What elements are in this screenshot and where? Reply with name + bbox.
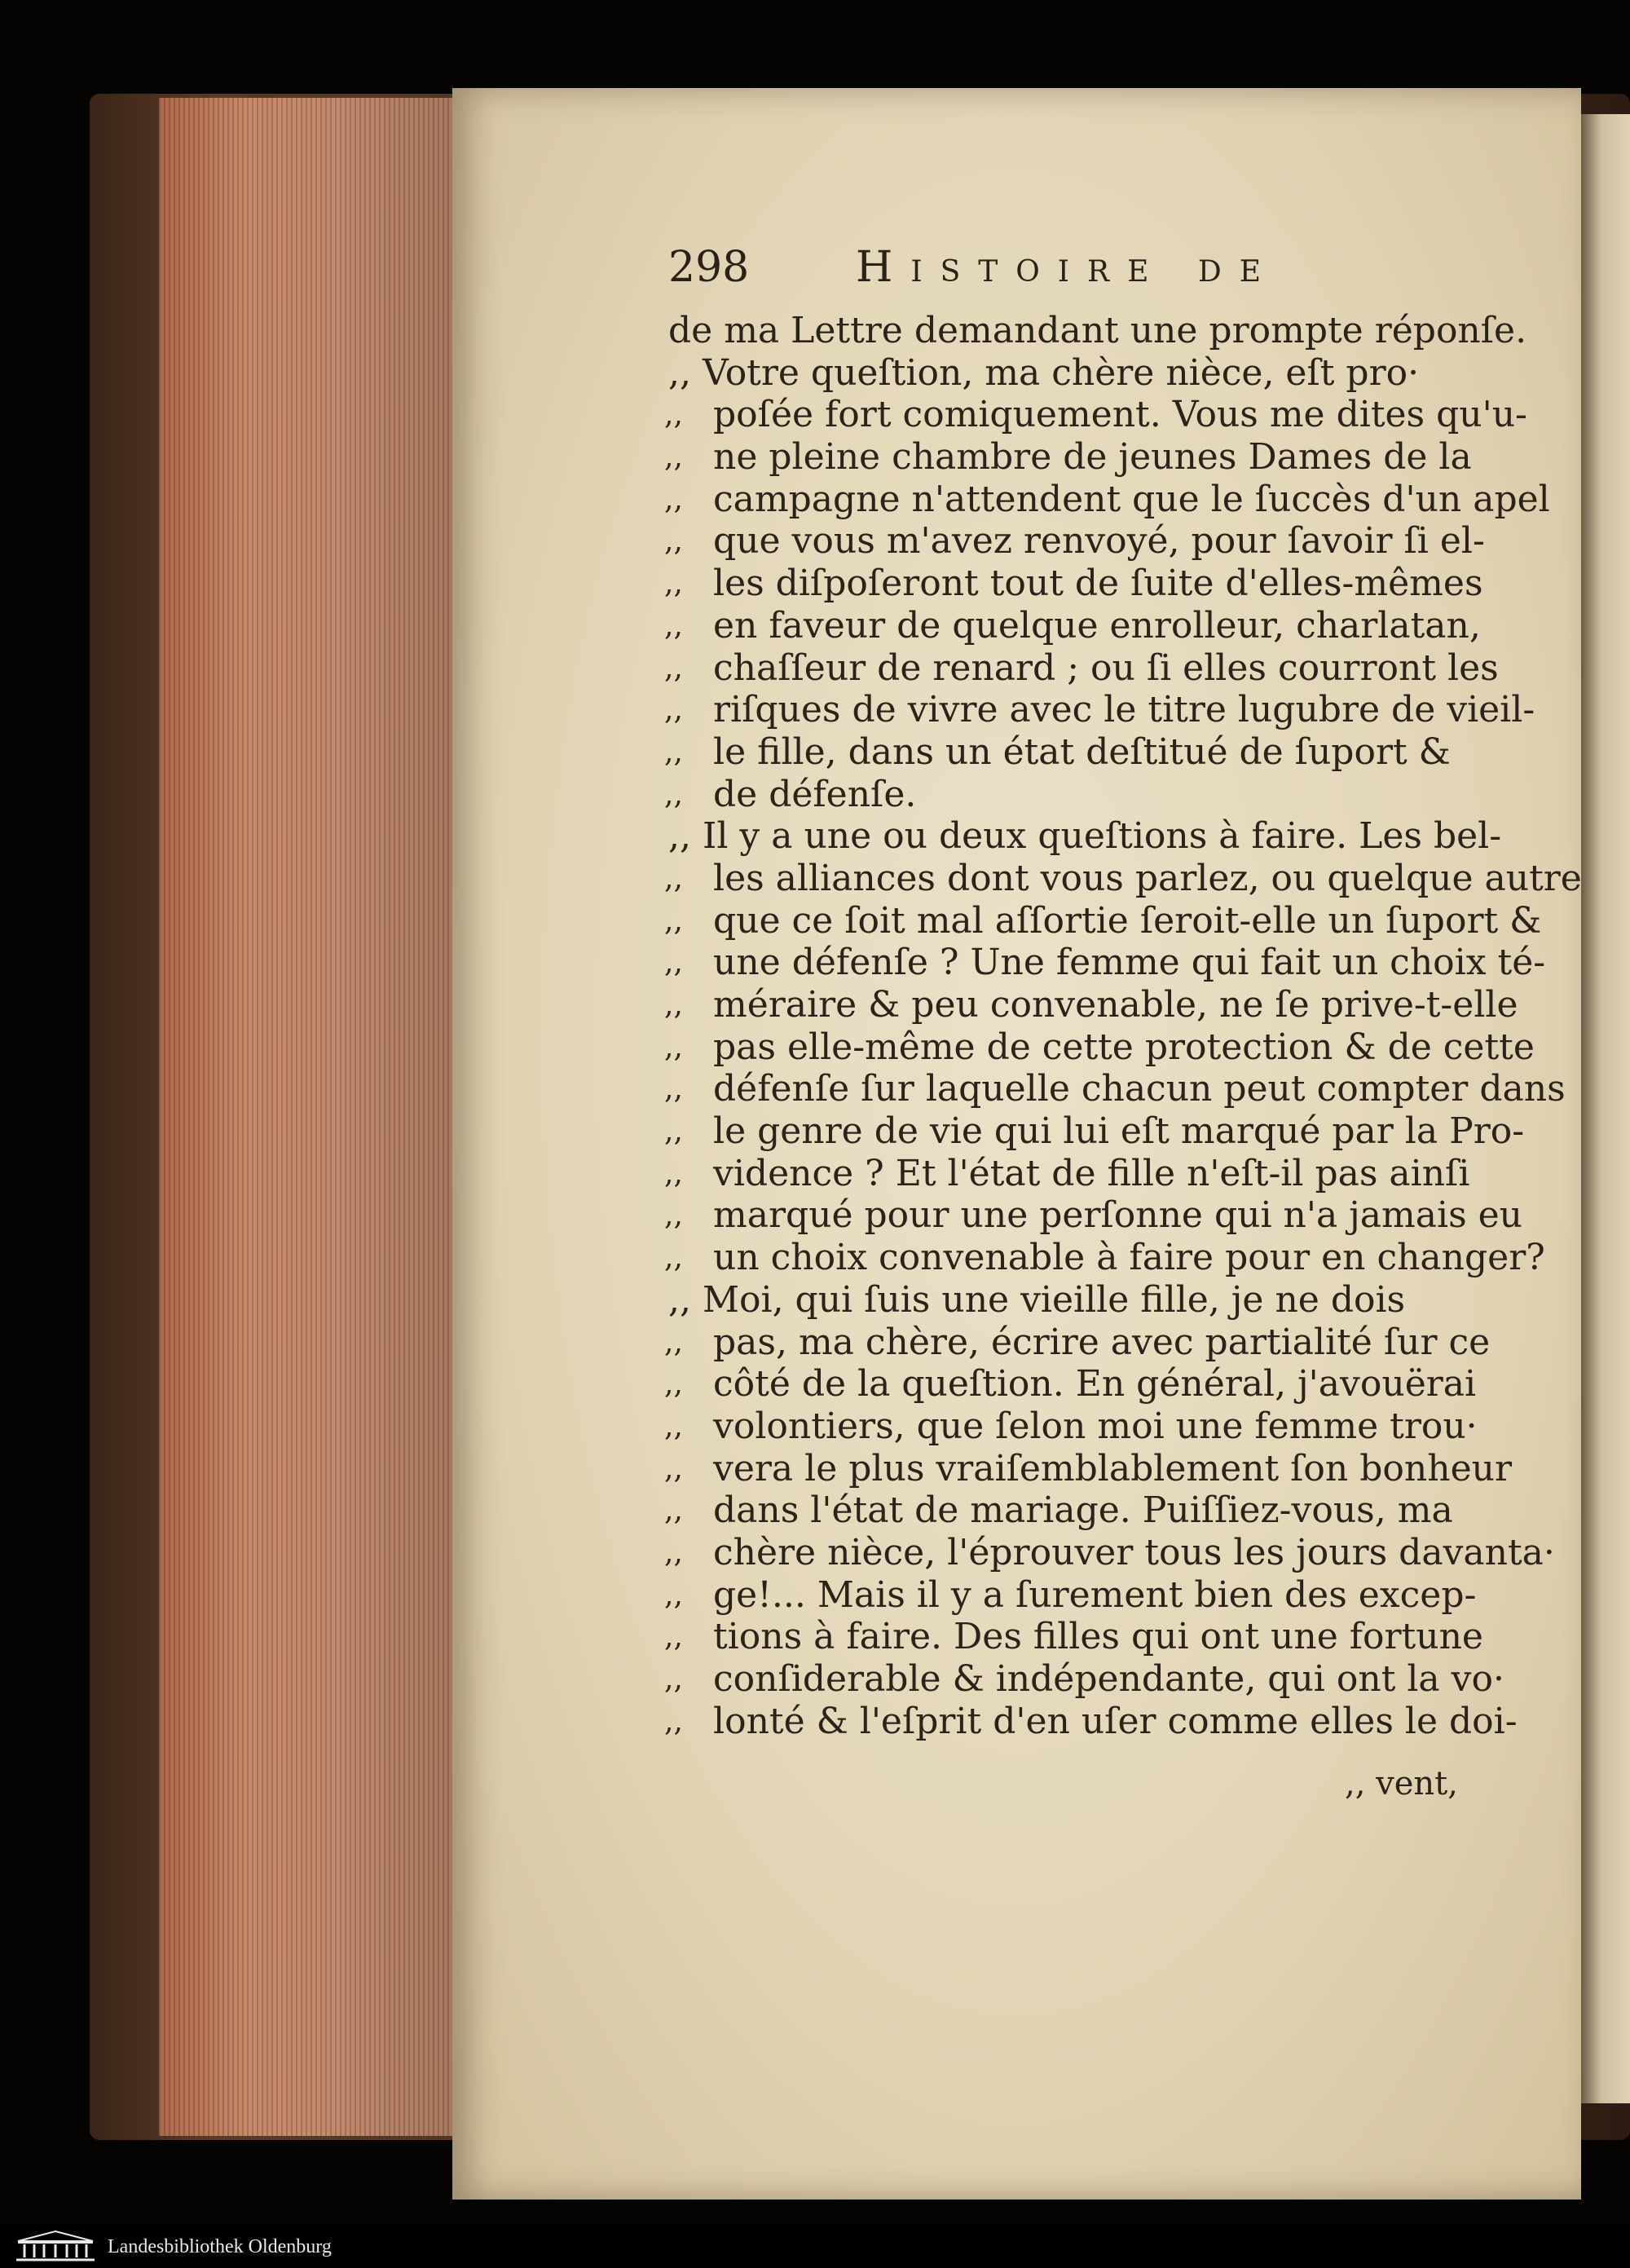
quote-mark: ,, — [664, 1325, 683, 1359]
line-text: de défenſe. — [713, 773, 917, 815]
quote-mark: ,, — [664, 988, 683, 1021]
text-block — [664, 310, 1582, 1742]
quote-mark: ,, — [664, 1451, 683, 1485]
line-text: conſiderable & indépendante, qui ont la vo· — [713, 1658, 1504, 1700]
text-line — [664, 436, 1500, 479]
quote-mark: ,, — [664, 1030, 683, 1064]
text-line — [664, 1405, 1500, 1448]
quote-mark: ,, — [664, 1577, 683, 1612]
text-line — [664, 942, 1546, 984]
text-line — [664, 1531, 1555, 1574]
text-line — [664, 1152, 1500, 1195]
library-building-icon — [15, 2230, 96, 2262]
quote-mark: ,, — [664, 1662, 683, 1696]
page-number: 298 — [668, 243, 750, 292]
running-head — [668, 243, 1500, 302]
line-text: le genre de vie qui lui eſt marqué par la Pro- — [713, 1110, 1525, 1153]
running-head-title: Histoire de — [856, 243, 1280, 292]
line-text: dans l'état de mariage. Puiſſiez-vous, ma — [713, 1489, 1453, 1532]
quote-mark: ,, — [664, 651, 683, 685]
line-text: lonté & l'eſprit d'en uſer comme elles le doi- — [713, 1700, 1518, 1742]
line-text: côté de la queſtion. En général, j'avouërai — [713, 1363, 1477, 1405]
line-text: tions à faire. Des filles qui ont une fortune — [713, 1616, 1483, 1658]
text-line — [664, 563, 1500, 605]
line-text: les diſpoſeront tout de ſuite d'elles-mêmes — [713, 563, 1483, 605]
quote-mark: ,, — [664, 567, 683, 601]
quote-mark: ,, — [664, 1241, 683, 1275]
line-text: volontiers, que ſelon moi une femme trou· — [713, 1405, 1478, 1447]
quote-mark: ,, — [664, 1156, 683, 1190]
line-text: ,, Votre queſtion, ma chère nièce, eſt pro· — [668, 351, 1420, 394]
text-line — [664, 394, 1527, 436]
text-line — [664, 1068, 1566, 1110]
line-text: les alliances dont vous parlez, ou quelque autre — [713, 857, 1582, 899]
quote-mark: ,, — [664, 777, 683, 811]
quote-mark: ,, — [664, 608, 683, 642]
text-line — [664, 1321, 1500, 1364]
line-text: marqué pour une perſonne qui n'a jamais eu — [713, 1194, 1523, 1237]
text-line — [664, 857, 1582, 900]
line-text: ,, Il y a une ou deux queſtions à faire. Les bel- — [668, 815, 1502, 858]
line-text: que ce ſoit mal aſſortie ſeroit-elle un ſuport & — [713, 899, 1542, 942]
quote-mark: ,, — [664, 861, 683, 895]
line-text: méraire & peu convenable, ne ſe prive-t-elle — [713, 984, 1518, 1026]
text-line — [664, 689, 1535, 731]
quote-mark: ,, — [664, 946, 683, 980]
text-line — [664, 1110, 1525, 1153]
line-text: vidence ? Et l'état de fille n'eſt-il pas ainſi — [713, 1152, 1470, 1194]
line-text: ne pleine chambre de jeunes Dames de la — [713, 436, 1472, 479]
line-text: pas, ma chère, écrire avec partialité ſur ce — [713, 1321, 1491, 1363]
quote-mark: ,, — [664, 1704, 683, 1738]
quote-mark: ,, — [664, 1620, 683, 1654]
line-text: campagne n'attendent que le ſuccès d'un apel — [713, 478, 1550, 520]
quote-mark: ,, — [664, 1072, 683, 1106]
line-text: le fille, dans un état deſtitué de ſuport & — [713, 730, 1451, 773]
line-text: riſques de vivre avec le titre lugubre de vieil- — [713, 689, 1535, 731]
line-text: défenſe ſur laquelle chacun peut compter dans — [713, 1068, 1566, 1110]
line-text: poſée fort comiquement. Vous me dites qu'u- — [713, 394, 1527, 436]
text-line — [668, 1279, 1500, 1322]
text-line — [664, 1616, 1500, 1658]
text-line — [664, 1573, 1500, 1617]
line-text: en faveur de quelque enrolleur, charlatan, — [713, 604, 1481, 646]
text-line — [664, 1700, 1518, 1743]
line-text: que vous m'avez renvoyé, pour ſavoir ſi el- — [713, 520, 1485, 563]
line-text: ,, Moi, qui ſuis une vieille fille, je ne dois — [668, 1278, 1406, 1321]
line-text: pas elle-même de cette protection & de cette — [713, 1026, 1535, 1068]
text-line — [664, 646, 1500, 690]
text-line — [664, 520, 1500, 563]
text-line — [664, 899, 1542, 942]
text-line — [664, 1447, 1512, 1490]
line-text: vera le plus vraiſemblablement ſon bonheur — [713, 1447, 1512, 1489]
line-text: un choix convenable à faire pour en changer? — [713, 1237, 1545, 1279]
catchword: ,, vent, — [1345, 1765, 1458, 1802]
text-line — [664, 1363, 1500, 1405]
line-text: chère nièce, l'éprouver tous les jours davanta· — [713, 1531, 1555, 1573]
text-line — [668, 815, 1500, 858]
quote-mark: ,, — [664, 735, 683, 769]
text-line — [668, 352, 1500, 395]
text-line — [668, 310, 1527, 352]
quote-mark: ,, — [664, 398, 683, 432]
quote-mark: ,, — [664, 1409, 683, 1443]
line-text: ge!... Mais il y a ſurement bien des excep- — [713, 1573, 1477, 1616]
quote-mark: ,, — [664, 903, 683, 938]
text-line — [664, 1194, 1523, 1237]
facing-page-edge — [1581, 114, 1630, 2103]
quote-mark: ,, — [664, 1535, 683, 1569]
text-line — [664, 984, 1518, 1026]
text-line — [664, 773, 1500, 816]
quote-mark: ,, — [664, 1198, 683, 1233]
quote-mark: ,, — [664, 1367, 683, 1401]
line-text: chaſſeur de renard ; ou ſi elles courront les — [713, 646, 1499, 689]
text-line — [664, 604, 1500, 647]
quote-mark: ,, — [664, 482, 683, 516]
page-edges — [159, 98, 452, 2136]
text-line — [664, 1489, 1500, 1532]
text-line — [664, 730, 1500, 774]
quote-mark: ,, — [664, 440, 683, 474]
quote-mark: ,, — [664, 1114, 683, 1149]
quote-mark: ,, — [664, 1494, 683, 1528]
library-name: Landesbibliothek Oldenburg — [108, 2236, 332, 2257]
text-line — [664, 1658, 1504, 1701]
line-text: de ma Lettre demandant une prompte réponſe. — [668, 310, 1527, 351]
text-line — [664, 1237, 1545, 1279]
line-text: une défenſe ? Une femme qui fait un choix té- — [713, 942, 1546, 984]
text-line — [664, 1026, 1535, 1069]
quote-mark: ,, — [664, 524, 683, 558]
text-line — [664, 478, 1550, 521]
quote-mark: ,, — [664, 693, 683, 727]
